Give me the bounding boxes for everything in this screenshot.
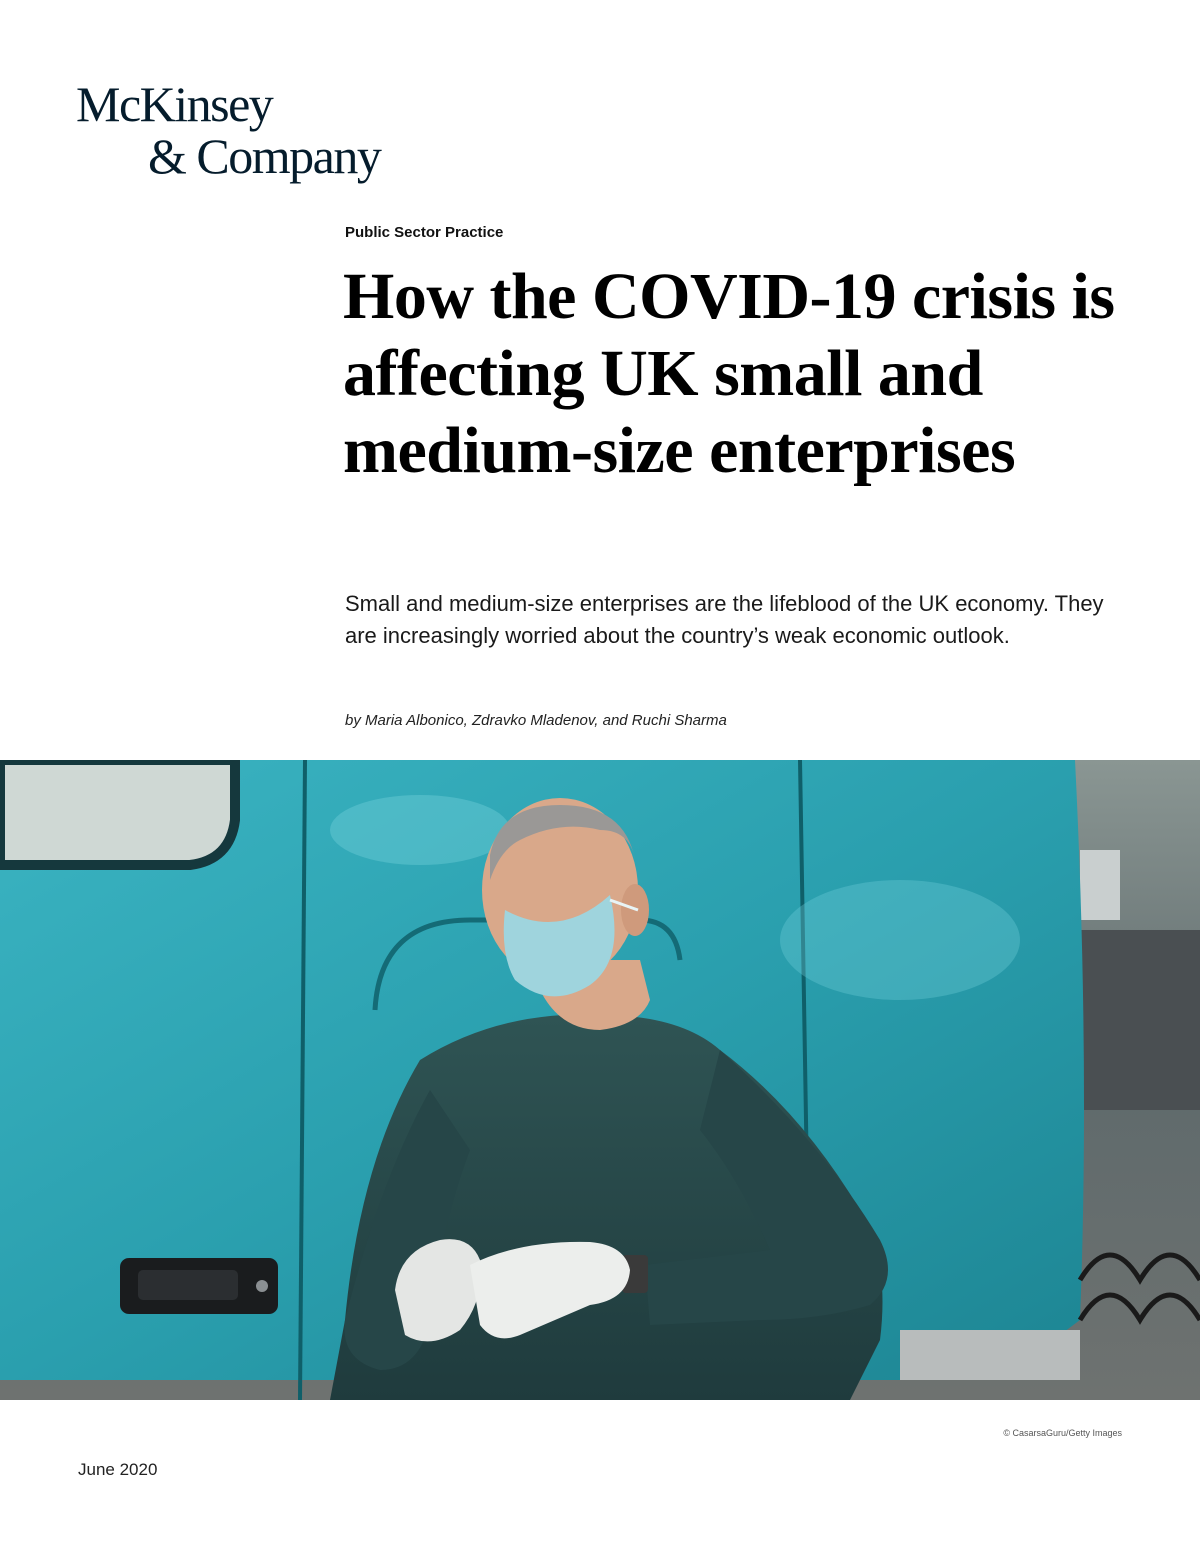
hero-photo-illustration: [0, 760, 1200, 1400]
publication-date: June 2020: [78, 1460, 158, 1479]
article-title: How the COVID-19 crisis is affecting UK small and medium-size enterprises: [343, 260, 1115, 487]
article-summary: Small and medium-size enterprises are the lifeblood of the UK economy. They are increasingly worried about the country’s weak economic outlook.: [345, 591, 1104, 648]
logo-line-2: & Company: [148, 128, 381, 184]
author-byline: by Maria Albonico, Zdravko Mladenov, and Ruchi Sharma: [345, 712, 727, 729]
practice-label: Public Sector Practice: [345, 224, 504, 241]
logo-line-1: McKinsey: [76, 76, 273, 132]
mckinsey-logo: [76, 78, 380, 182]
hero-photo: [0, 760, 1200, 1400]
photo-credit: © CasarsaGuru/Getty Images: [1003, 1428, 1122, 1438]
